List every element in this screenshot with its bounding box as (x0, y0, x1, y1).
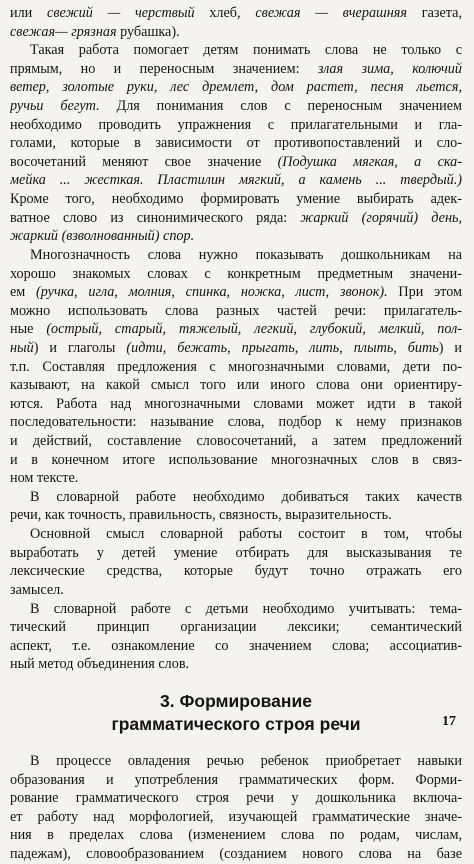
italic-run: ручьи бегут. (10, 98, 100, 115)
text-run: газета, (406, 5, 462, 21)
text-run: ные (10, 321, 47, 338)
text-line (10, 789, 462, 808)
italic-run: (Подушка мягкая, а ска- (277, 153, 462, 170)
text-run: В словарной работе с детьми необходимо учитывать: тема- (30, 600, 462, 617)
italic-run: свежий — черствый (47, 5, 195, 21)
text-line (10, 283, 462, 302)
italic-run: ный (10, 339, 34, 356)
italic-run: (идти, бежать, прыгать, лить, плыть, бить (126, 339, 439, 356)
text-line (10, 41, 462, 60)
text-run: или (10, 5, 48, 21)
text-line (10, 4, 462, 23)
italic-run: (острый, старый, тяжелый, легкий, глубокий, мелкий, пол- (46, 321, 462, 338)
italic-run: свежая — вчерашняя (255, 5, 407, 21)
text-run: В процессе овладения речью ребенок приобретает навыки (30, 752, 462, 769)
text-line (10, 209, 462, 228)
text-run: хлеб, (194, 5, 256, 21)
text-run: ем (10, 284, 37, 301)
section-heading (10, 690, 462, 736)
text-run: Многозначность слова нужно показывать дошкольникам на (30, 246, 462, 263)
italic-run: жаркий (взволнованный) спор. (10, 228, 195, 245)
text-run: ) и глаголы (33, 339, 127, 356)
text-run: В словарной работе необходимо добиваться таких качеств (30, 488, 462, 505)
text-run: Для понимания слов с переносным значением (99, 98, 462, 115)
text-line (10, 451, 462, 470)
text-block-grammar (10, 752, 462, 864)
text-run: образования и употребления грамматических форм. Форми- (10, 771, 462, 788)
text-line (10, 190, 462, 209)
text-run: рубашка). (116, 23, 180, 40)
text-run: ются. Работа над многозначными словами может идти в такой (10, 395, 462, 412)
text-line (10, 469, 462, 488)
text-line (10, 655, 462, 674)
italic-run: жаркий (горячий) день, (300, 209, 462, 226)
text-line (10, 339, 462, 358)
text-run: рование грамматического строя речи у дошкольника включа- (10, 790, 462, 807)
italic-run: злая зима, колючий (317, 60, 462, 77)
text-run: аспект, т.е. ознакомление со значением слова; ассоциатив- (10, 637, 462, 654)
text-run: голами, которые в зависимости от противопоставлений и сло- (10, 135, 462, 152)
text-line (10, 808, 462, 827)
text-run: При этом (387, 284, 462, 301)
text-line (10, 432, 462, 451)
text-line (10, 845, 462, 864)
text-run: ния в пределах слова (изменением слова по родам, числам, (10, 827, 462, 844)
text-line (10, 618, 462, 637)
text-line (10, 376, 462, 395)
text-run: Такая работа помогает детям понимать слова не только с (30, 42, 462, 59)
text-line (10, 302, 462, 321)
text-line (10, 358, 462, 377)
text-block-vocabulary (10, 4, 462, 674)
text-run: восочетаний меняют свое значение (10, 153, 278, 170)
text-run: падежам), словообразованием (созданием нового слова на базе (10, 845, 462, 862)
text-run: последовательности: называние слова, подбор к нему признаков (10, 414, 462, 431)
text-line (10, 320, 462, 339)
text-line (10, 413, 462, 432)
text-run: выработать у детей умение отбирать для высказывания те (10, 544, 462, 561)
italic-run: (ручка, игла, молния, спинка, ножка, лист, звонок). (36, 284, 388, 301)
text-run: т.п. Составляя предложения с многозначными словами, дети по- (10, 358, 462, 375)
text-run: прямым, но и переносным значением: (10, 60, 318, 77)
text-line (10, 246, 462, 265)
text-line (10, 562, 462, 581)
text-line (10, 395, 462, 414)
text-line (10, 581, 462, 600)
text-run: казывают, на какой смысл того или иного слова они ориентиру- (10, 377, 462, 394)
italic-run: ветер, золотые руки, лес дремлет, дом растет, песня льется, (10, 79, 462, 96)
text-line (10, 506, 462, 525)
text-run: ) и (438, 339, 462, 356)
text-run: можно использовать слова разных частей речи: прилагатель- (10, 302, 462, 319)
text-line (10, 525, 462, 544)
text-run: хорошо знакомых словах с конкретным предметным значени- (10, 265, 462, 282)
text-line (10, 171, 462, 190)
text-line (10, 488, 462, 507)
text-run: ватное слово из синонимического ряда: (10, 209, 301, 226)
italic-run: мейка ... жесткая. Пластилин мягкий, а камень ... твердый.) (10, 172, 462, 189)
page-number: 17 (442, 714, 456, 729)
text-line (10, 23, 462, 42)
text-line (10, 600, 462, 619)
text-run: Основной смысл словарной работы состоит в том, чтобы (30, 526, 462, 543)
text-run: и в конечном итоге использование многозначных слов в связ- (10, 451, 462, 468)
italic-run: свежая— грязная (10, 23, 117, 40)
text-line (10, 134, 462, 153)
text-line (10, 78, 462, 97)
text-line (10, 637, 462, 656)
text-run: лексические средства, которые будут точно отражать его (10, 563, 462, 580)
text-run: Кроме того, необходимо формировать умение выбирать адек- (10, 191, 462, 208)
text-line (10, 60, 462, 79)
section-heading-line-1: 3. Формирование (160, 690, 312, 711)
text-line (10, 544, 462, 563)
text-run: необходимо проводить упражнения с прилагательными и гла- (10, 116, 462, 133)
text-line (10, 116, 462, 135)
text-run: ный метод объединения слов. (10, 656, 190, 673)
text-line (10, 752, 462, 771)
text-line (10, 97, 462, 116)
text-line (10, 153, 462, 172)
text-run: замысел. (10, 581, 64, 598)
text-line (10, 265, 462, 284)
text-line (10, 771, 462, 790)
text-run: ет работу над морфологией, изучающей грамматические значе- (10, 808, 462, 825)
text-run: и действий, составление словосочетаний, а затем предложений (10, 433, 462, 450)
text-run: тический принцип организации лексики; семантический (10, 619, 462, 636)
text-run: ном тексте. (10, 470, 79, 487)
section-heading-line-2: грамматического строя речи (111, 713, 361, 734)
text-run: речи, как точность, правильность, связность, выразительность. (10, 507, 392, 524)
text-line (10, 227, 462, 246)
text-line (10, 826, 462, 845)
